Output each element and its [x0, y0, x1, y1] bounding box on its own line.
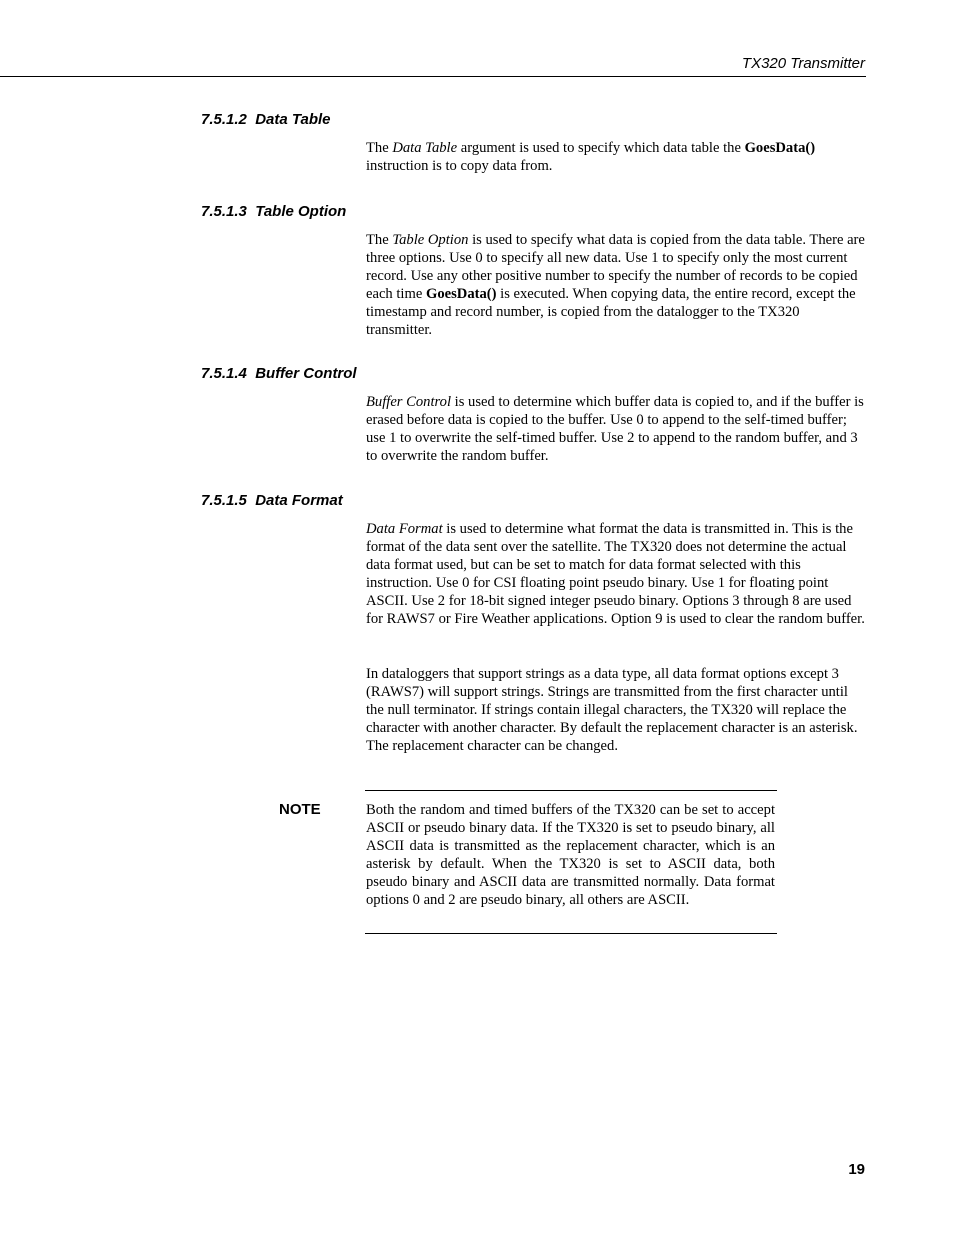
section-title: Data Table — [255, 111, 331, 128]
running-header: TX320 Transmitter — [741, 55, 865, 72]
section-number: 7.5.1.2 — [201, 111, 247, 128]
section-title: Buffer Control — [255, 365, 357, 382]
section-title: Table Option — [255, 203, 347, 220]
section-body-data-format — [366, 520, 866, 628]
page-number: 19 — [848, 1161, 865, 1178]
section-heading-data-format — [201, 492, 343, 509]
paragraph: The Table Option is used to specify what data is copied from the data table. There are three options. Use 0 to specify all new data. Use 1 to specify only the most current record. Use any other positive number to specify the number of records to be copied each time GoesData() is executed. When copying data, the entire record, except the timestamp and record number, is copied from the datalogger to the TX320 transmitter. — [366, 232, 865, 338]
section-body-table-option — [366, 231, 866, 339]
header-rule — [0, 76, 866, 77]
section-heading-table-option — [201, 203, 346, 220]
note-top-rule — [365, 790, 777, 791]
note-bottom-rule — [365, 933, 777, 934]
paragraph: Data Format is used to determine what format the data is transmitted in. This is the format of the data sent over the satellite. The TX320 does not determine the actual data format used, but can be set to match for data format selected with this instruction. Use 0 for CSI floating point pseudo binary. Use 1 for floating point ASCII. Use 2 for 18-bit signed integer pseudo binary. Options 3 through 8 are used for RAWS7 or Fire Weather applications. Option 9 is used to clear the random buffer. — [366, 521, 865, 627]
section-number: 7.5.1.5 — [201, 492, 247, 509]
paragraph: The Data Table argument is used to specify which data table the GoesData() instruction is to copy data from. — [366, 140, 816, 174]
paragraph: Buffer Control is used to determine which buffer data is copied to, and if the buffer is erased before data is copied to the buffer. Use 0 to append to the self-timed buffer; use 1 to overwrite the self-timed buffer. Use 2 to append to the random buffer, and 3 to overwrite the random buffer. — [366, 394, 864, 464]
paragraph: In dataloggers that support strings as a data type, all data format options except 3 (RAWS7) will support strings. Strings are transmitted from the first character until the null terminator. If strings contain illegal characters, the TX320 will replace the character with another character. By default the replacement character is an asterisk. The replacement character can be changed. — [366, 666, 858, 754]
section-number: 7.5.1.3 — [201, 203, 247, 220]
section-number: 7.5.1.4 — [201, 365, 247, 382]
section-body-buffer-control — [366, 393, 866, 465]
note-label: NOTE — [279, 801, 321, 818]
note-text: Both the random and timed buffers of the TX320 can be set to accept ASCII or pseudo binary data. If the TX320 is set to pseudo binary, all ASCII data is transmitted as the replacement character, which is an asterisk by default. When the TX320 is set to ASCII data, both pseudo binary and ASCII data are transmitted normally. Data format options 0 and 2 are pseudo binary, all others are ASCII. — [366, 802, 775, 908]
section-body-data-table — [366, 139, 866, 175]
section-heading-data-table — [201, 111, 331, 128]
section-title: Data Format — [255, 492, 343, 509]
section-body-data-format-strings — [366, 665, 866, 755]
section-heading-buffer-control — [201, 365, 357, 382]
